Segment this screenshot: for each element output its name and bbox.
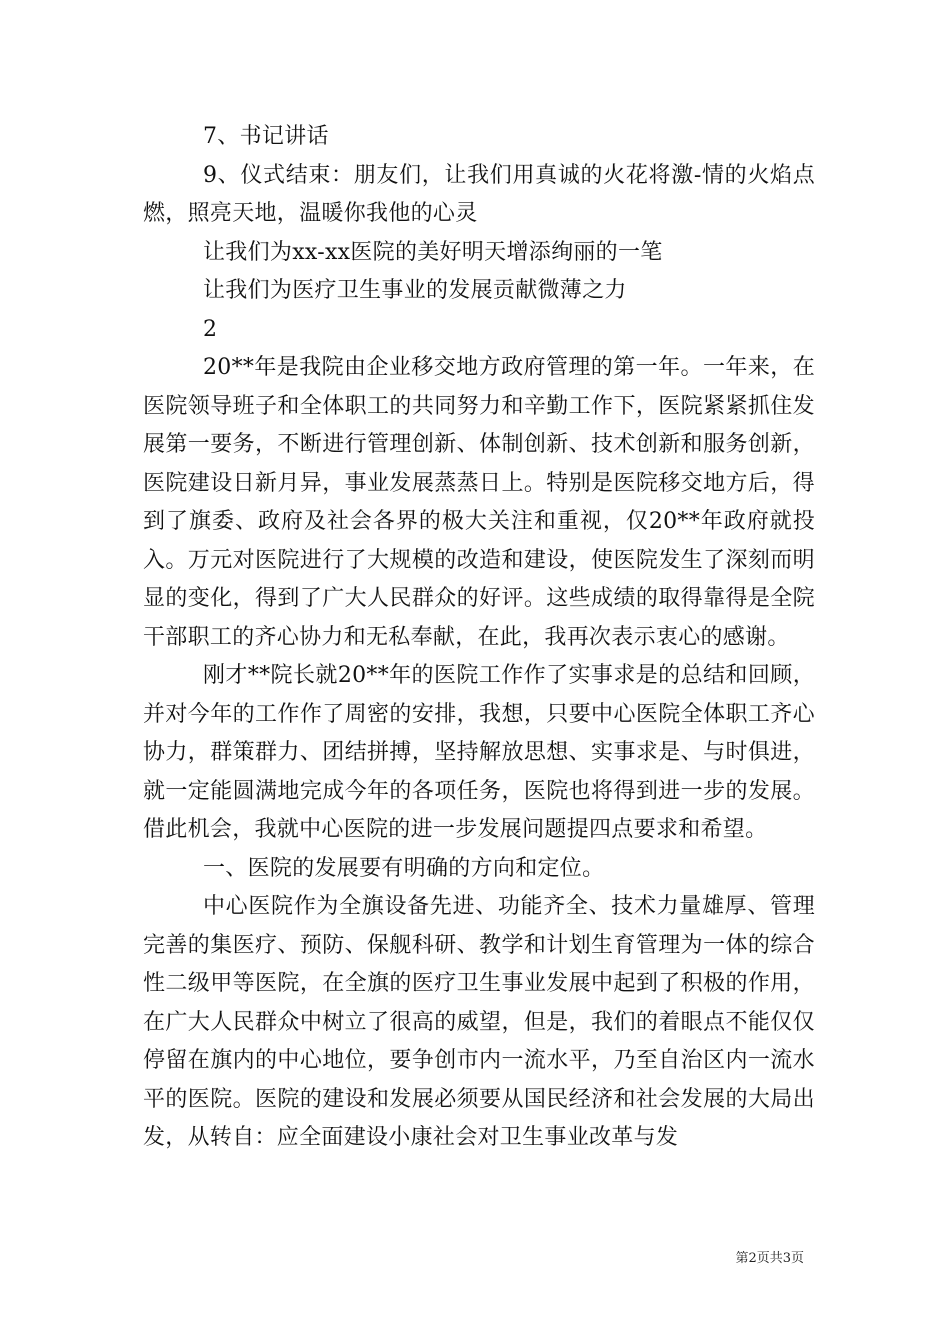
heading-direction-positioning: 一、医院的发展要有明确的方向和定位。 [203, 855, 605, 881]
paragraph-director-summary: 刚才**院长就20**年的医院工作作了实事求是的总结和回顾，并对今年的工作作了周密的安排，我想，只要中心医院全体职工齐心协力，群策群力、团结拼搏，坚持解放思想、实事求是、与时俱进，就一定能圆满地完成今年的各项任务，医院也将得到进一步的发展。借此机会，我就中心医院的进一步发展问题提四点要求和希望。 [143, 663, 815, 842]
document-body [143, 118, 815, 1158]
paragraph-hospital-future: 让我们为xx-xx医院的美好明天增添绚丽的一笔 [203, 239, 663, 265]
page-number-footer: 第2页共3页 [735, 1251, 804, 1266]
paragraph-ceremony-end: 9、仪式结束：朋友们，让我们用真诚的火花将激-情的火焰点燃，照亮天地，温暖你我他的心灵 [143, 162, 815, 226]
section-number: 2 [203, 316, 218, 342]
paragraph-year-review: 20**年是我院由企业移交地方政府管理的第一年。一年来，在医院领导班子和全体职工的共同努力和辛勤工作下，医院紧紧抓住发展第一要务，不断进行管理创新、体制创新、技术创新和服务创新，医院建设日新月异，事业发展蒸蒸日上。特别是医院移交地方后，得到了旗委、政府及社会各界的极大关注和重视，仅20**年政府就投入。万元对医院进行了大规模的改造和建设，使医院发生了深刻而明显的变化，得到了广大人民群众的好评。这些成绩的取得靠得是全院干部职工的齐心协力和无私奉献，在此，我再次表示衷心的感谢。 [143, 355, 815, 650]
paragraph-central-hospital: 中心医院作为全旗设备先进、功能齐全、技术力量雄厚、管理完善的集医疗、预防、保舰科研、教学和计划生育管理为一体的综合性二级甲等医院，在全旗的医疗卫生事业发展中起到了积极的作用，在广大人民群众中树立了很高的威望，但是，我们的着眼点不能仅仅停留在旗内的中心地位，要争创市内一流水平，乃至自治区内一流水平的医院。医院的建设和发展必须要从国民经济和社会发展的大局出发，从转自：应全面建设小康社会对卫生事业改革与发 [143, 894, 815, 1150]
paragraph-secretary-speech: 7、书记讲话 [203, 124, 329, 149]
paragraph-contribution: 让我们为医疗卫生事业的发展贡献微薄之力 [203, 278, 627, 303]
